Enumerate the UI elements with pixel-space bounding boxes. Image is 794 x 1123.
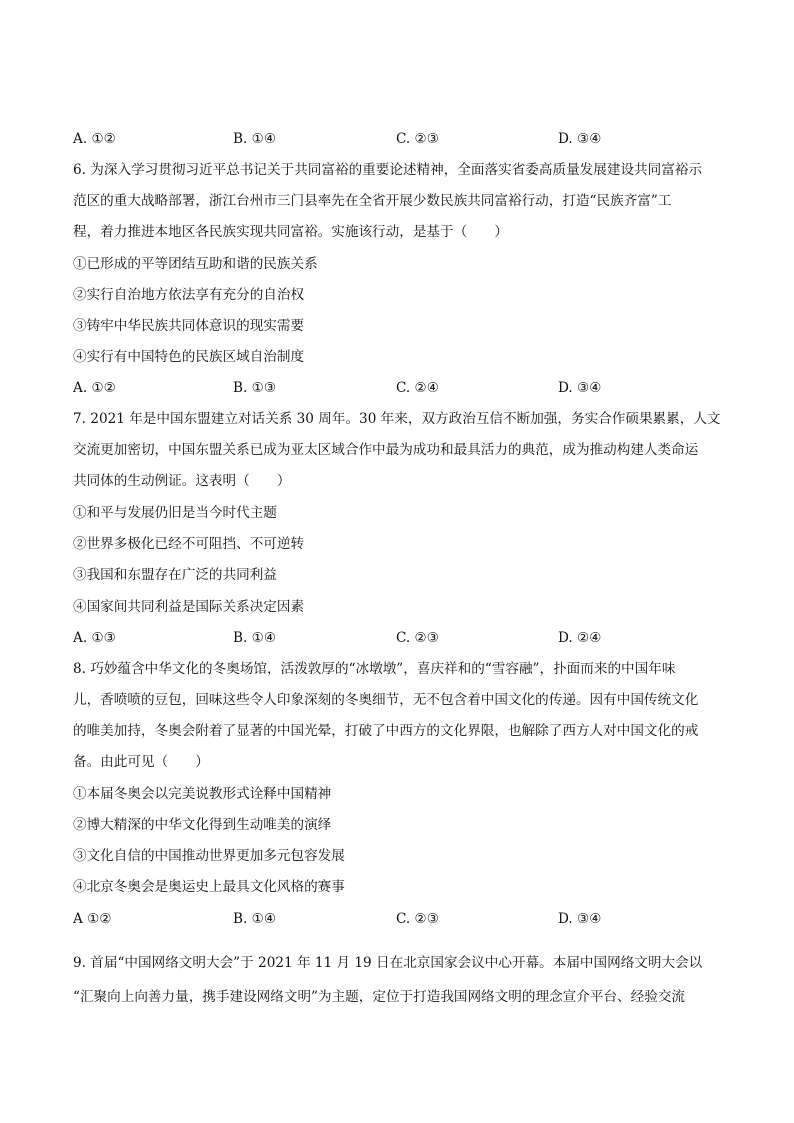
q8-stem-line-3: 的唯美加持，冬奥会附着了显著的中国光晕，打破了中西方的文化界限，也解除了西方人对中国文化的戒 [73,723,699,739]
q5-option-b: B. ①④ [233,131,277,147]
q6-statement-4: ④实行有中国特色的民族区域自治制度 [73,349,305,365]
q8-option-b: B. ①④ [233,911,277,927]
q8-stem-line-2: 儿，香喷喷的豆包，回味这些令人印象深刻的冬奥细节，无不包含着中国文化的传递。因有中国传统文化 [73,692,699,708]
q6-statement-2: ②实行自治地方依法享有充分的自治权 [73,287,305,303]
q8-statement-3: ③文化自信的中国推动世界更加多元包容发展 [73,848,345,864]
q8-option-a: A ①② [73,911,112,927]
q6-option-a: A. ①② [73,380,116,396]
q8-statement-2: ②博大精深的中华文化得到生动唯美的演绎 [73,817,332,833]
q7-options [73,628,733,648]
q5-option-a: A. ①② [73,131,116,147]
q7-stem-line-3: 共同体的生动例证。这表明（ ） [73,473,291,489]
q5-option-d: D. ③④ [558,131,602,147]
q7-stem-line-1: 7. 2021 年是中国东盟建立对话关系 30 周年。30 年来，双方政治互信不断加强，务实合作硕果累累，人文 [73,411,721,427]
q6-statement-3: ③铸牢中华民族共同体意识的现实需要 [73,318,305,334]
q7-option-b: B. ①④ [233,630,277,646]
q9-stem-line-1: 9. 首届“中国网络文明大会”于 2021 年 11 月 19 日在北京国家会议中心开幕。本届中国网络文明大会以 [73,955,703,971]
q9-stem-line-2: “汇聚向上向善力量，携手建设网络文明”为主题，定位于打造我国网络文明的理念宣介平台、经验交流 [73,989,686,1005]
q8-stem-line-4: 备。由此可见（ ） [73,754,209,770]
q8-stem-line-1: 8. 巧妙蕴含中华文化的冬奥场馆，活泼敦厚的“冰墩墩”，喜庆祥和的“雪容融”，扑面而来的中国年味 [73,661,676,677]
q5-option-c: C. ②③ [396,131,439,147]
q7-statement-2: ②世界多极化已经不可阻挡、不可逆转 [73,536,305,552]
q8-option-d: D. ③④ [558,911,602,927]
q6-stem-line-3: 程，着力推进本地区各民族实现共同富裕。实施该行动，是基于（ ） [73,224,508,240]
q7-statement-4: ④国家间共同利益是国际关系决定因素 [73,599,305,615]
q8-option-c: C. ②③ [396,911,439,927]
q6-stem-line-1: 6. 为深入学习贯彻习近平总书记关于共同富裕的重要论述精神，全面落实省委高质量发展建设共同富裕示 [73,162,703,178]
q7-option-c: C. ②③ [396,630,439,646]
q8-options [73,909,733,929]
q8-statement-1: ①本届冬奥会以完美说教形式诠释中国精神 [73,786,332,802]
q6-stem-line-2: 范区的重大战略部署，浙江台州市三门县率先在全省开展少数民族共同富裕行动，打造“民族齐富”工 [73,193,672,209]
q5-options [73,129,733,149]
q6-statement-1: ①已形成的平等团结互助和谐的民族关系 [73,256,318,272]
q7-option-d: D. ②④ [558,630,602,646]
q6-option-b: B. ①③ [233,380,277,396]
q6-option-d: D. ③④ [558,380,602,396]
q7-statement-1: ①和平与发展仍旧是当今时代主题 [73,505,277,521]
q8-statement-4: ④北京冬奥会是奥运史上最具文化风格的赛事 [73,879,345,895]
q7-statement-3: ③我国和东盟存在广泛的共同利益 [73,567,277,583]
q7-stem-line-2: 交流更加密切，中国东盟关系已成为亚太区域合作中最为成功和最具活力的典范，成为推动构建人类命运 [73,442,699,458]
q7-option-a: A. ①③ [73,630,116,646]
q6-options [73,378,733,398]
q6-option-c: C. ②④ [396,380,439,396]
